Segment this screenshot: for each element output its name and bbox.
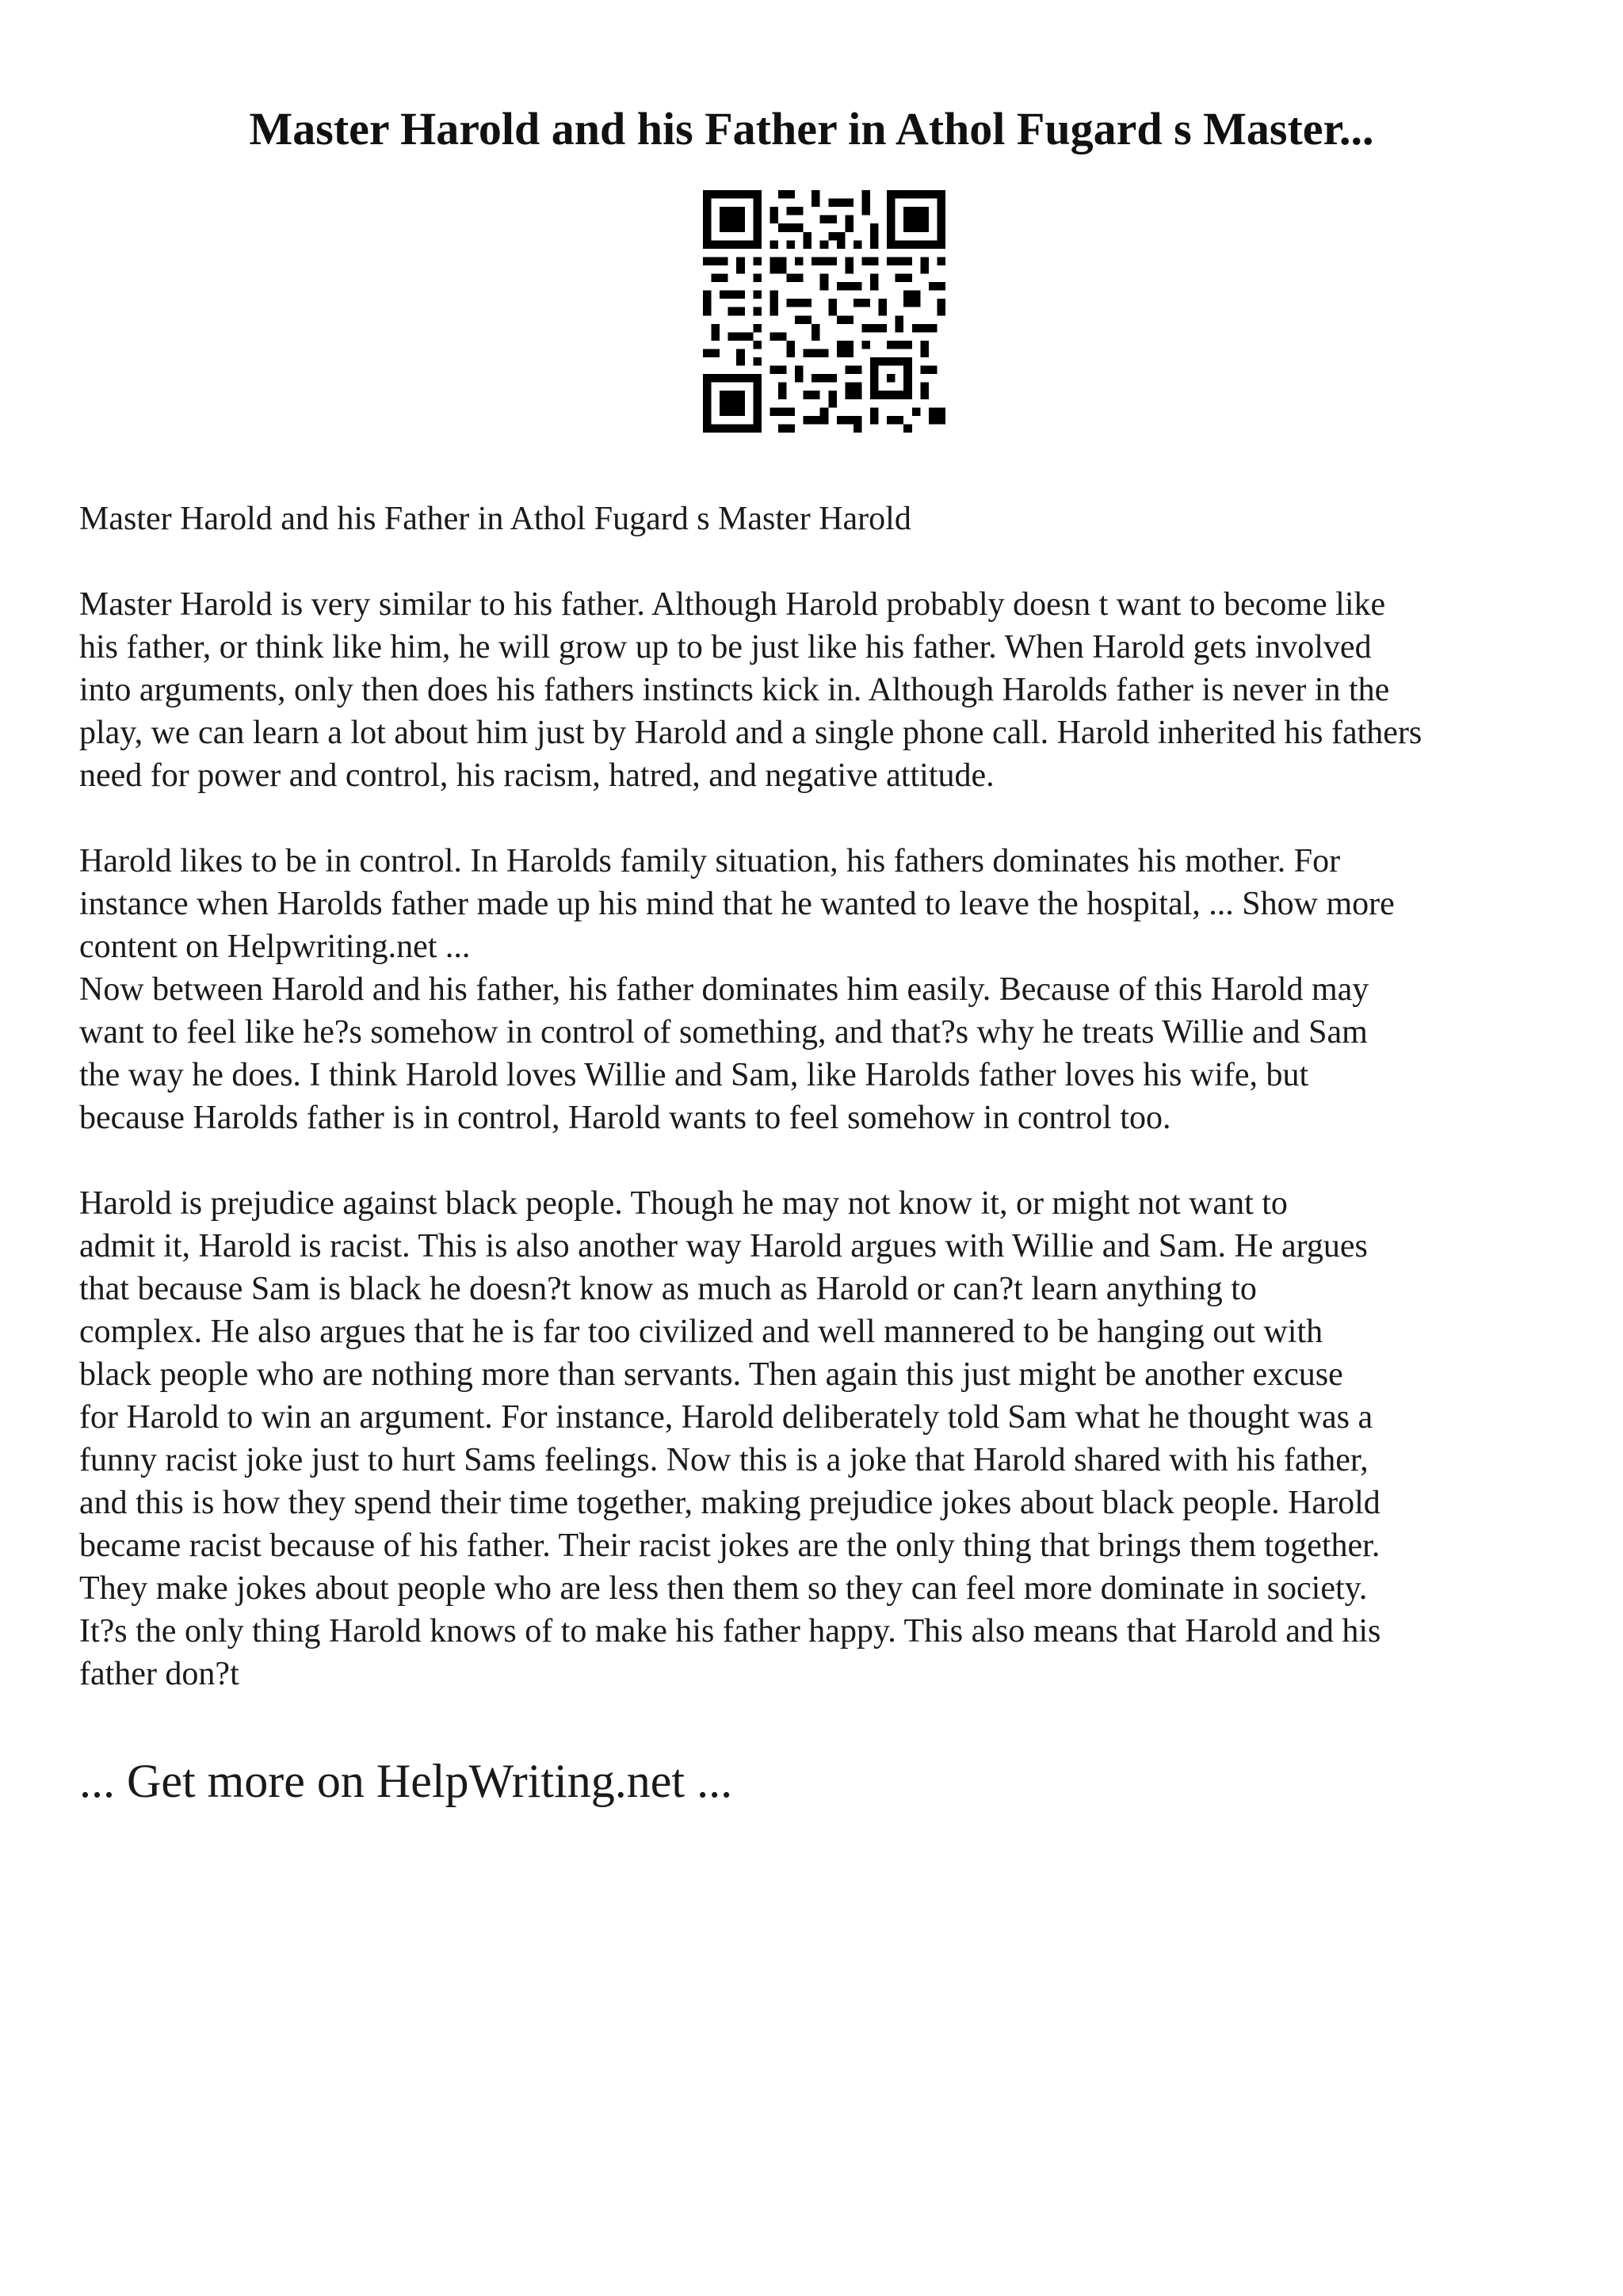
paragraph: Master Harold is very similar to his father. Although Harold probably doesn t want to become like his father, or think like him, he will grow up to be just like his father. When Harold gets involved into arguments, only then does his fathers instincts kick in. Although Harolds father is never in the play, we can learn a lot about him just by Harold and a single phone call. Harold inherited his fathers need for power and control, his racism, hatred, and negative attitude.: [79, 586, 1423, 794]
get-more-link[interactable]: ... Get more on HelpWriting.net ...: [79, 1755, 733, 1807]
document-title: Master Harold and his Father in Athol Fugard s Master...: [249, 103, 1374, 154]
paragraph: Harold is prejudice against black people. Though he may not know it, or might not want to admit it, Harold is racist. This is also another way Harold argues with Willie and Sam. He argues that because Sam is black he doesn?t know as much as Harold or can?t learn anything to complex. He also argues that he is far too civilized and well mannered to be hanging out with black people who are nothing more than servants. Then again this just might be another excuse for Harold to win an argument. For instance, Harold deliberately told Sam what he thought was a funny racist joke just to hurt Sams feelings. Now this is a joke that Harold shared with his father, and this is how they spend their time together, making prejudice jokes about black people. Harold became racist because of his father. Their racist jokes are the only thing that brings them together. They make jokes about people who are less then them so they can feel more dominate in society. It?s the only thing Harold knows of to make his father happy. This also means that Harold and his father don?t: [79, 1185, 1381, 1692]
paragraph: Harold likes to be in control. In Harolds family situation, his fathers dominates his mother. For instance when Harolds father made up his mind that he wanted to leave the hospital, ... Show more content on Helpwriting.net ... Now between Harold and his father, his father dominates him easily. Because of this Harold may want to feel like he?s somehow in control of something, and that?s why he treats Willie and Sam the way he does. I think Harold loves Willie and Sam, like Harolds father loves his wife, but because Harolds father is in control, Harold wants to feel somehow in control too.: [79, 843, 1395, 1136]
document-heading: Master Harold and his Father in Athol Fugard s Master Harold: [79, 501, 911, 537]
qr-code: [703, 190, 945, 433]
document-body: [79, 498, 1585, 1695]
qr-code-icon: [703, 190, 945, 433]
